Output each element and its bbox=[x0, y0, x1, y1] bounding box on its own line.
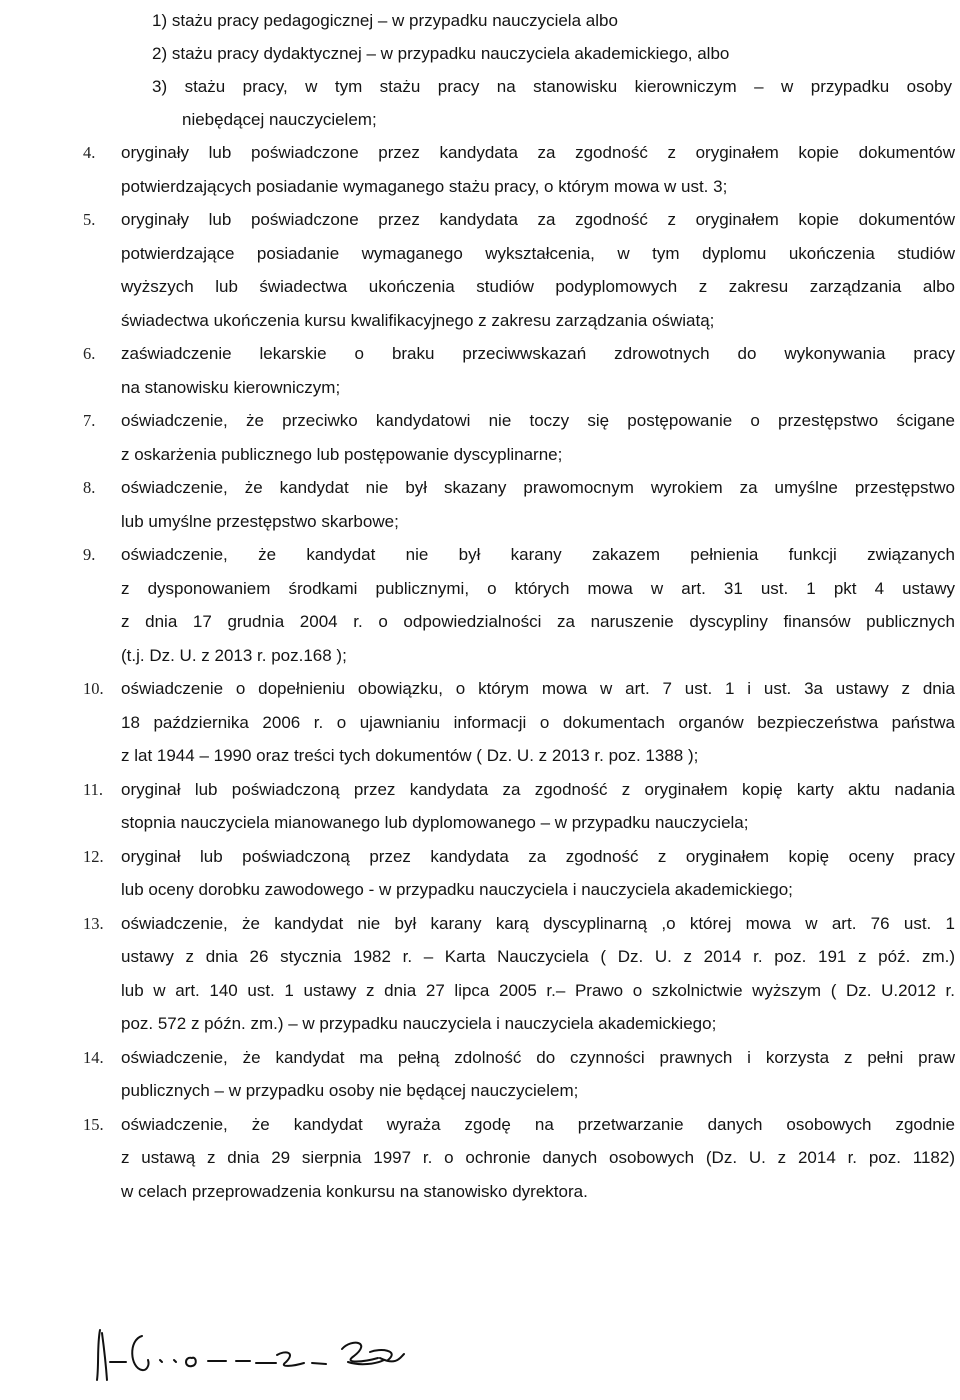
list-item-7 bbox=[83, 404, 955, 471]
text-line: potwierdzających posiadanie wymaganego stażu pracy, o którym mowa w ust. 3; bbox=[121, 176, 728, 196]
text-line: oświadczenie, że kandydat nie był karany zakazem pełnienia funkcji związanych bbox=[121, 545, 955, 564]
list-item-text bbox=[121, 538, 955, 672]
text-line: z ustawą z dnia 29 sierpnia 1997 r. o ochronie danych osobowych (Dz. U. z 2014 r. poz. 1182) bbox=[121, 1148, 955, 1167]
list-item-text bbox=[121, 1108, 955, 1209]
list-item-number: 8. bbox=[83, 478, 96, 497]
text-line: świadectwa ukończenia kursu kwalifikacyjnego z zakresu zarządzania oświatą; bbox=[121, 310, 715, 330]
text-line: 18 października 2006 r. o ujawnianiu informacji o dokumentach organów bezpieczeństwa państwa bbox=[121, 712, 955, 732]
text-line: oświadczenie, że kandydat wyraża zgodę na przetwarzanie danych osobowych zgodnie bbox=[121, 1114, 955, 1134]
subitem-label: 3) bbox=[152, 77, 168, 96]
list-subitem-3 bbox=[152, 70, 952, 103]
handwritten-signature bbox=[80, 1300, 440, 1390]
text-line: wyższych lub świadectwa ukończenia studiów podyplomowych z zakresu zarządzania albo bbox=[121, 277, 955, 296]
text-line: stopnia nauczyciela mianowanego lub dyplomowanego – w przypadku nauczyciela; bbox=[121, 813, 749, 832]
list-item-number: 6. bbox=[83, 344, 96, 363]
text-line: w celach przeprowadzenia konkursu na stanowisko dyrektora. bbox=[121, 1181, 588, 1201]
text-line: lub w art. 140 ust. 1 ustawy z dnia 27 lipca 2005 r.– Prawo o szkolnictwie wyższym ( Dz. U.2012 r. bbox=[121, 980, 955, 1000]
subitem-label: 1) bbox=[152, 11, 168, 30]
list-item-number: 7. bbox=[83, 411, 96, 430]
list-item-text bbox=[121, 136, 955, 203]
list-item-5 bbox=[83, 203, 955, 337]
text-line: lub umyślne przestępstwo skarbowe; bbox=[121, 511, 399, 531]
list-item-6 bbox=[83, 337, 955, 404]
text-line: oświadczenie, że kandydat nie był karany karą dyscyplinarną ,o której mowa w art. 76 ust. 1 bbox=[121, 913, 955, 933]
text-line: lub oceny dorobku zawodowego - w przypadku nauczyciela i nauczyciela akademickiego; bbox=[121, 880, 793, 899]
list-item-10 bbox=[83, 672, 955, 773]
subitem-3-continuation: niebędącej nauczycielem; bbox=[182, 110, 377, 129]
list-item-number: 10. bbox=[83, 679, 104, 698]
list-item-text bbox=[121, 471, 955, 538]
text-line: (t.j. Dz. U. z 2013 r. poz.168 ); bbox=[121, 645, 347, 665]
list-item-number: 11. bbox=[83, 779, 104, 799]
list-item-number: 15. bbox=[83, 1114, 104, 1134]
text-line: z dnia 17 grudnia 2004 r. o odpowiedzialności za naruszenie dyscypliny finansów publicznych bbox=[121, 612, 955, 631]
list-item-9 bbox=[83, 538, 955, 672]
text-line: z dysponowaniem środkami publicznymi, o których mowa w art. 31 ust. 1 pkt 4 ustawy bbox=[121, 578, 955, 598]
text-line: oświadczenie, że kandydat ma pełną zdolność do czynności prawnych i korzysta z pełni praw bbox=[121, 1047, 955, 1067]
list-item-text bbox=[121, 840, 955, 907]
list-subitem-1 bbox=[152, 4, 952, 37]
list-item-12 bbox=[83, 840, 955, 907]
text-line: oryginały lub poświadczone przez kandydata za zgodność z oryginałem kopie dokumentów bbox=[121, 210, 955, 229]
list-item-number: 9. bbox=[83, 545, 96, 564]
list-item-11 bbox=[83, 773, 955, 840]
list-item-14 bbox=[83, 1041, 955, 1108]
list-item-text bbox=[121, 404, 955, 471]
list-item-text bbox=[121, 773, 955, 840]
list-item-number: 12. bbox=[83, 846, 104, 866]
text-line: oryginały lub poświadczone przez kandydata za zgodność z oryginałem kopie dokumentów bbox=[121, 143, 955, 162]
list-item-13 bbox=[83, 907, 955, 1041]
text-line: potwierdzające posiadanie wymaganego wykształcenia, w tym dyplomu ukończenia studiów bbox=[121, 243, 955, 263]
text-line: ustawy z dnia 26 stycznia 1982 r. – Karta Nauczyciela ( Dz. U. z 2014 r. poz. 191 z póź. zm.) bbox=[121, 947, 955, 966]
subitem-text: stażu pracy pedagogicznej – w przypadku nauczyciela albo bbox=[171, 11, 618, 30]
subitem-text: stażu pracy, w tym stażu pracy na stanowisku kierowniczym – w przypadku osoby bbox=[184, 77, 952, 96]
list-item-text bbox=[121, 203, 955, 337]
text-line: oświadczenie, że przeciwko kandydatowi nie toczy się postępowanie o przestępstwo ścigane bbox=[121, 411, 955, 430]
text-line: oryginał lub poświadczoną przez kandydata za zgodność z oryginałem kopię oceny pracy bbox=[121, 846, 955, 866]
text-line: oryginał lub poświadczoną przez kandydata za zgodność z oryginałem kopię karty aktu nadania bbox=[121, 779, 955, 799]
list-item-number: 13. bbox=[83, 913, 104, 933]
list-item-text bbox=[121, 907, 955, 1041]
list-item-text bbox=[121, 1041, 955, 1108]
list-item-number: 4. bbox=[83, 143, 96, 162]
list-item-8 bbox=[83, 471, 955, 538]
list-item-number: 14. bbox=[83, 1047, 104, 1067]
list-subitem-2 bbox=[152, 37, 952, 70]
text-line: z oskarżenia publicznego lub postępowanie dyscyplinarne; bbox=[121, 444, 563, 464]
text-line: oświadczenie, że kandydat nie był skazany prawomocnym wyrokiem za umyślne przestępstwo bbox=[121, 478, 955, 497]
text-line: poz. 572 z późn. zm.) – w przypadku nauczyciela i nauczyciela akademickiego; bbox=[121, 1014, 717, 1033]
text-line: zaświadczenie lekarskie o braku przeciwwskazań zdrowotnych do wykonywania pracy bbox=[121, 344, 955, 363]
subitem-label: 2) bbox=[152, 44, 168, 63]
list-item-number: 5. bbox=[83, 210, 96, 229]
text-line: oświadczenie o dopełnieniu obowiązku, o którym mowa w art. 7 ust. 1 i ust. 3a ustawy z dnia bbox=[121, 679, 955, 698]
text-line: z lat 1944 – 1990 oraz treści tych dokumentów ( Dz. U. z 2013 r. poz. 1388 ); bbox=[121, 746, 699, 765]
subitem-text: stażu pracy dydaktycznej – w przypadku nauczyciela akademickiego, albo bbox=[171, 44, 730, 63]
list-item-text bbox=[121, 337, 955, 404]
text-line: na stanowisku kierowniczym; bbox=[121, 377, 341, 397]
text-line: publicznych – w przypadku osoby nie będącej nauczycielem; bbox=[121, 1081, 579, 1100]
list-item-text bbox=[121, 672, 955, 773]
list-item-4 bbox=[83, 136, 955, 203]
list-item-15 bbox=[83, 1108, 955, 1209]
